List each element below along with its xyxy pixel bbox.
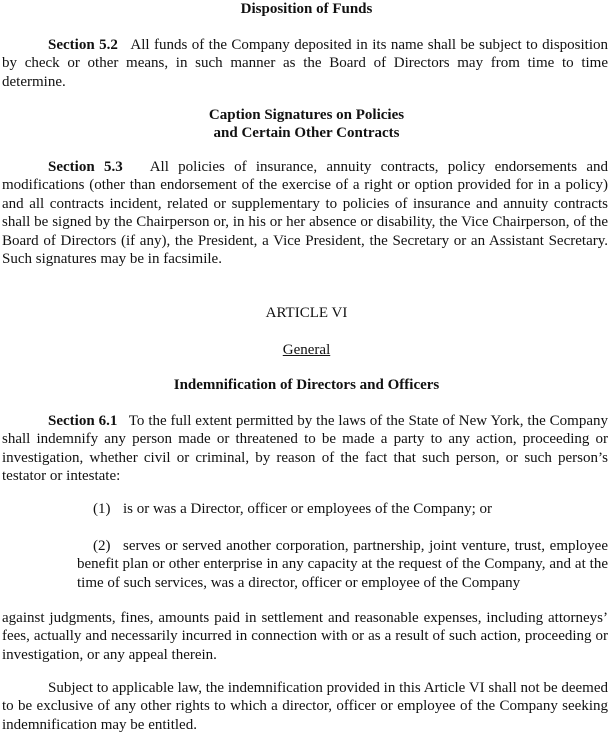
subject-paragraph: Subject to applicable law, the indemnification provided in this Article VI shall not be deemed to be exclusive of any other rights to which a director, officer or employee of the Company seeking indemnification may be entitled. — [2, 680, 608, 733]
heading-indemnification: Indemnification of Directors and Officers — [173, 377, 440, 393]
article-heading: ARTICLE VI — [265, 305, 348, 321]
section-5-3-paragraph — [2, 158, 608, 268]
against-paragraph: against judgments, fines, amounts paid in settlement and reasonable expenses, including attorneys’ fees, actually and necessarily incurred in connection with or as a result of such action, proceeding or investigation, or any appeal therein. — [2, 610, 608, 663]
general-heading-text: General — [282, 342, 331, 358]
general-heading — [0, 341, 613, 359]
list-item-2-text: serves or served another corporation, partnership, joint venture, trust, employee benefit plan or other enterprise in any capacity at the request of the Company, and at the time of such services, was a director, officer or employee of the Company — [77, 538, 608, 591]
heading-caption-line-1: Caption Signatures on Policies — [208, 107, 405, 123]
section-5-3-text: All policies of insurance, annuity contracts, policy endorsements and modifications (other than endorsement of the exercise of a right or option provided for in a policy) and all contracts incident, related or supplementary to policies of insurance and annuity contracts shall be signed by the Chairperson or, in his or her absence or disability, the Vice Chairperson, of the Board of Directors (if any), the President, a Vice President, the Secretary or an Assistant Secretary. Such signatures may be in facsimile. — [2, 159, 608, 268]
list-item-1-number: (1) — [93, 501, 111, 517]
list-item-1 — [77, 500, 608, 518]
list-item-2-number: (2) — [93, 538, 111, 554]
section-6-1-text: To the full extent permitted by the laws of the State of New York, the Company shall indemnify any person made or threatened to be made a party to any action, proceeding or investigation, whether civil or criminal, by reason of the fact that such person, or such person’s testator or intestate: — [2, 413, 608, 485]
section-5-2-paragraph — [2, 36, 608, 91]
section-5-2-label: Section 5.2 — [48, 37, 118, 53]
section-5-3-label: Section 5.3 — [48, 159, 123, 175]
list-item-2 — [77, 537, 608, 592]
section-5-2-text: All funds of the Company deposited in its name shall be subject to disposition by check or other means, in such manner as the Board of Directors may from time to time determine. — [2, 37, 608, 90]
heading-caption-line-2: and Certain Other Contracts — [213, 125, 400, 142]
heading-disposition-of-funds: Disposition of Funds — [240, 1, 373, 17]
heading-caption-signatures — [0, 106, 613, 143]
section-6-1-paragraph — [2, 412, 608, 486]
section-6-1-label: Section 6.1 — [48, 413, 118, 429]
list-item-1-text: is or was a Director, officer or employees of the Company; or — [123, 501, 493, 517]
